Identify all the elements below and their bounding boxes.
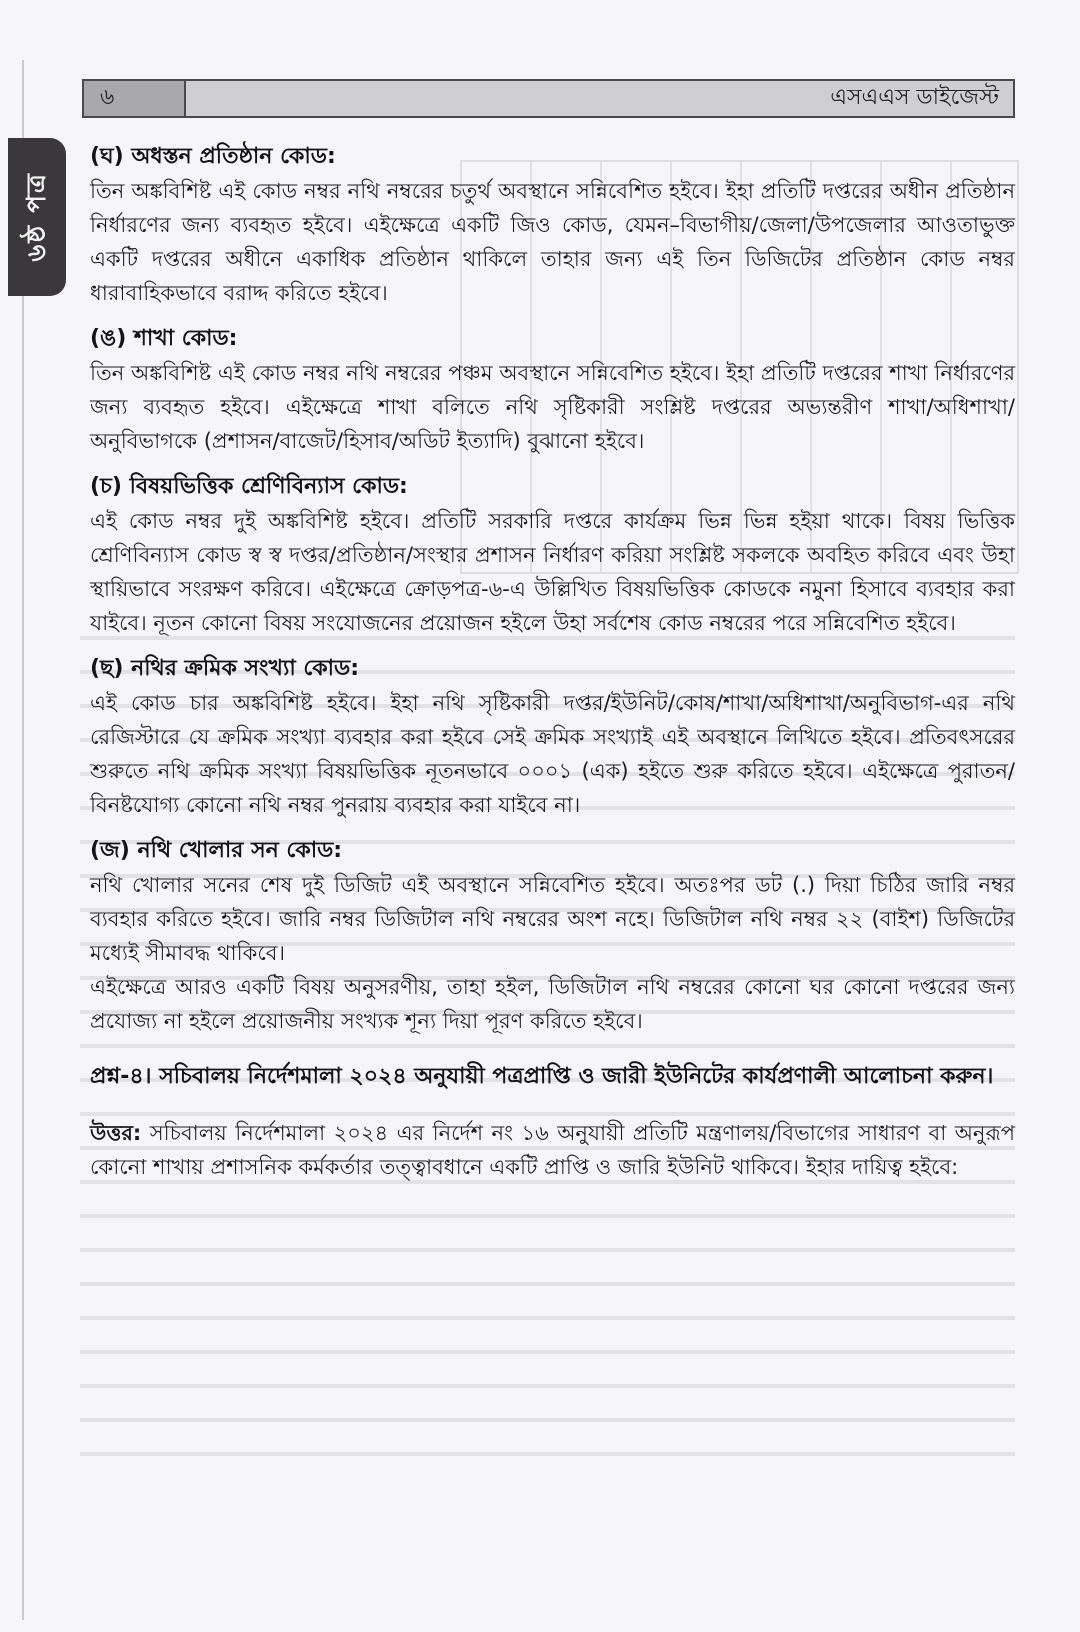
page-content <box>90 140 1015 1184</box>
answer-paragraph <box>90 1116 1015 1184</box>
book-title: এসএএস ডাইজেস্ট <box>186 81 1013 116</box>
side-tab-label: ৬ষ্ঠ পত্র <box>22 172 52 262</box>
section-branch-code <box>90 322 1015 458</box>
section-paragraph: তিন অঙ্কবিশিষ্ট এই কোড নম্বর নথি নম্বরের চতুর্থ অবস্থানে সন্নিবেশিত হইবে। ইহা প্রতিটি দপ্তরের অধীন প্রতিষ্ঠান নির্ধারণের জন্য ব্যবহৃত হইবে। এইক্ষেত্রে একটি জিও কোড, যেমন–বিভাগীয়/জেলা/উপজেলার আওতাভুক্ত একটি দপ্তরের অধীনে একাধিক প্রতিষ্ঠান থাকিলে তাহার জন্য এই তিন ডিজিটের প্রতিষ্ঠান কোড নম্বর ধারাবাহিকভাবে বরাদ্দ করিতে হইবে। <box>90 179 1015 305</box>
section-heading: (ঘ) অধস্তন প্রতিষ্ঠান কোড: <box>90 144 336 169</box>
section-paragraph: তিন অঙ্কবিশিষ্ট এই কোড নম্বর নথি নম্বরের পঞ্চম অবস্থানে সন্নিবেশিত হইবে। ইহা প্রতিটি দপ্তরের শাখা নির্ধারণের জন্য ব্যবহৃত হইবে। এইক্ষেত্রে শাখা বলিতে নথি সৃষ্টিকারী সংশ্লিষ্ট দপ্তরের অভ্যন্তরীণ শাখা/অধিশাখা/অনুবিভাগকে (প্রশাসন/বাজেট/হিসাব/অডিট ইত্যাদি) বুঝানো হইবে। <box>90 361 1015 453</box>
section-file-serial-code <box>90 652 1015 822</box>
section-subject-classification-code <box>90 470 1015 640</box>
section-heading: (চ) বিষয়ভিত্তিক শ্রেণিবিন্যাস কোড: <box>90 474 408 499</box>
section-heading: (ঙ) শাখা কোড: <box>90 326 238 351</box>
section-file-opening-year-code <box>90 834 1015 1038</box>
chapter-side-tab <box>8 138 66 296</box>
answer-label: উত্তর: <box>90 1121 142 1145</box>
section-heading: (জ) নথি খোলার সন কোড: <box>90 838 343 863</box>
section-subordinate-office-code <box>90 140 1015 310</box>
section-paragraph: এই কোড চার অঙ্কবিশিষ্ট হইবে। ইহা নথি সৃষ্টিকারী দপ্তর/ইউনিট/কোষ/শাখা/অধিশাখা/অনুবিভাগ-এর নথি রেজিস্টারে যে ক্রমিক সংখ্যা ব্যবহার করা হইবে সেই ক্রমিক সংখ্যাই এই অবস্থানে লিখিতে হইবে। প্রতিবৎসরের শুরুতে নথি ক্রমিক সংখ্যা বিষয়ভিত্তিক নূতনভাবে ০০০১ (এক) হইতে শুরু করিতে হইবে। এইক্ষেত্রে পুরাতন/বিনষ্টযোগ্য কোনো নথি নম্বর পুনরায় ব্যবহার করা যাইবে না। <box>90 691 1015 817</box>
section-paragraph: এইক্ষেত্রে আরও একটি বিষয় অনুসরণীয়, তাহা হইল, ডিজিটাল নথি নম্বরের কোনো ঘর কোনো দপ্তরের জন্য প্রযোজ্য না হইলে প্রয়োজনীয় সংখ্যক শূন্য দিয়া পূরণ করিতে হইবে। <box>90 975 1015 1033</box>
section-paragraph: নথি খোলার সনের শেষ দুই ডিজিট এই অবস্থানে সন্নিবেশিত হইবে। অতঃপর ডট (.) দিয়া চিঠির জারি নম্বর ব্যবহার করিতে হইবে। জারি নম্বর ডিজিটাল নথি নম্বরের অংশ নহে। ডিজিটাল নথি নম্বর ২২ (বাইশ) ডিজিটের মধ্যেই সীমাবদ্ধ থাকিবে। <box>90 873 1015 965</box>
question-4: প্রশ্ন-৪। সচিবালয় নির্দেশমালা ২০২৪ অনুযায়ী পত্রপ্রাপ্তি ও জারী ইউনিটের কার্যপ্রণালী আলোচনা করুন। <box>90 1064 994 1089</box>
page-number: ৬ <box>84 81 186 116</box>
answer-text: সচিবালয় নির্দেশমালা ২০২৪ এর নির্দেশ নং ১৬ অনুযায়ী প্রতিটি মন্ত্রণালয়/বিভাগের সাধারণ বা অনুরূপ কোনো শাখায় প্রশাসনিক কর্মকর্তার তত্ত্বাবধানে একটি প্রাপ্তি ও জারি ইউনিট থাকিবে। ইহার দায়িত্ব হইবে: <box>90 1121 1015 1179</box>
section-paragraph: এই কোড নম্বর দুই অঙ্কবিশিষ্ট হইবে। প্রতিটি সরকারি দপ্তরে কার্যক্রম ভিন্ন ভিন্ন হইয়া থাকে। বিষয় ভিত্তিক শ্রেণিবিন্যাস কোড স্ব স্ব দপ্তর/প্রতিষ্ঠান/সংস্থার প্রশাসন নির্ধারণ করিয়া সংশ্লিষ্ট সকলকে অবহিত করিবে এবং উহা স্থায়িভাবে সংরক্ষণ করিবে। এইক্ষেত্রে ক্রোড়পত্র-৬-এ উল্লিখিত বিষয়ভিত্তিক কোডকে নমুনা হিসাবে ব্যবহার করা যাইবে। নূতন কোনো বিষয় সংযোজনের প্রয়োজন হইলে উহা সর্বশেষ কোড নম্বরের পরে সন্নিবেশিত হইবে। <box>90 509 1015 635</box>
running-header <box>82 79 1015 118</box>
section-heading: (ছ) নথির ক্রমিক সংখ্যা কোড: <box>90 656 360 681</box>
